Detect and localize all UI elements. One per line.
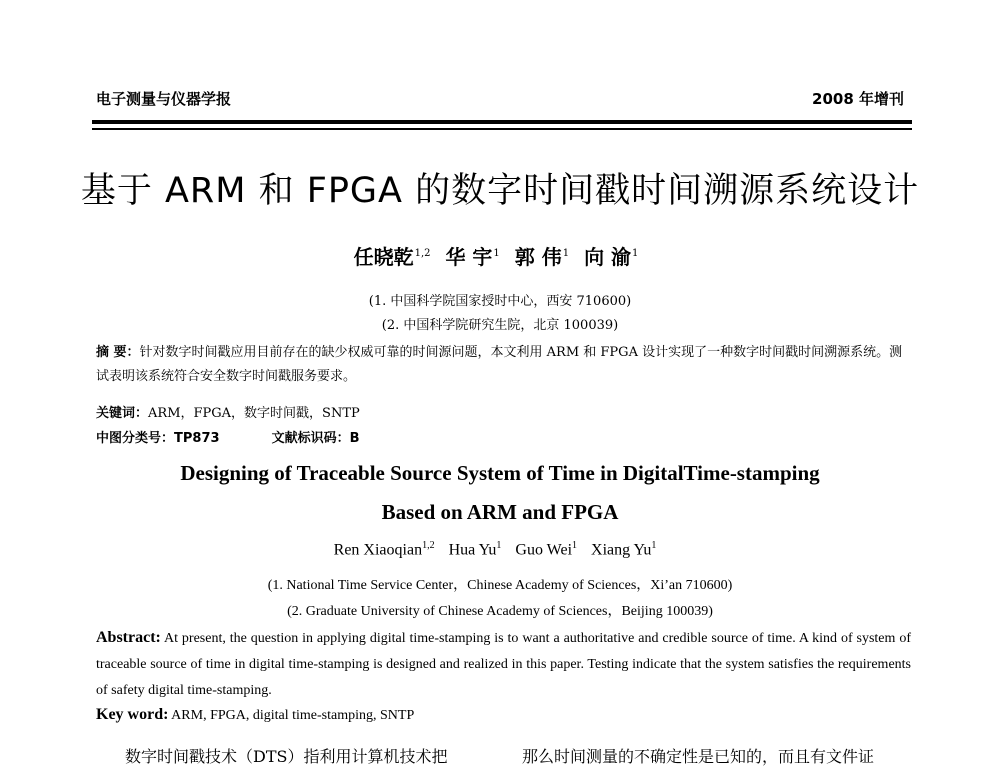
en-abstract-text: At present, the question in applying digital time-stamping is to want a authoritative and credible source of time. A kind of system of traceable source of time in digital time-stamping is designed and realized in this paper. Testing indicate that the system satisfies the requirements of safety digital time-stamping.: [96, 631, 911, 698]
en-keywords-label: Key word:: [96, 706, 169, 723]
cn-abstract-label: 摘 要：: [96, 345, 140, 360]
cn-author-affil: 1: [632, 248, 639, 260]
cn-affiliation-2: (2. 中国科学院研究生院，北京 100039): [381, 318, 619, 333]
cn-author: 华 宇: [445, 245, 493, 269]
en-author-affil: 1: [496, 540, 502, 551]
cn-classification: [96, 427, 911, 451]
header-rule-thick: [92, 120, 912, 124]
en-author: Ren Xiaoqian: [333, 541, 423, 559]
en-keywords-text: ARM, FPGA, digital time-stamping, SNTP: [171, 708, 415, 723]
en-title-line-2: Based on ARM and FPGA: [381, 500, 619, 524]
en-title-line-1: Designing of Traceable Source System of Time in DigitalTime-stamping: [180, 461, 820, 485]
cn-keywords: [96, 402, 911, 426]
en-author: Hua Yu: [448, 541, 497, 559]
body-text-left-column: 数字时间戳技术（DTS）指利用计算机技术把: [125, 747, 448, 766]
cn-author-affil: 1: [493, 248, 500, 260]
cn-keywords-text: ARM，FPGA，数字时间戳，SNTP: [148, 406, 360, 421]
cn-doc-label: 文献标识码：: [271, 431, 350, 446]
en-affiliation-1: (1. National Time Service Center，Chinese Academy of Sciences，Xi’an 710600): [267, 578, 733, 593]
cn-author-affil: 1: [562, 248, 570, 260]
cn-author: 任晓乾: [353, 245, 414, 269]
en-authors: [0, 540, 1000, 559]
en-author: Xiang Yu: [591, 541, 652, 559]
en-abstract-label: Abstract:: [96, 629, 161, 646]
cn-doc-value: B: [349, 431, 360, 446]
cn-abstract-text: 针对数字时间戳应用目前存在的缺少权威可靠的时间源问题，本文利用 ARM 和 FPGA 设计实现了一种数字时间戳时间溯源系统。测试表明该系统符合安全数字时间戳服务要求。: [96, 345, 903, 384]
cn-abstract: [96, 341, 911, 389]
en-keywords: [96, 706, 414, 724]
en-author-affil: 1: [651, 540, 657, 551]
en-author-affil: 1,2: [422, 540, 435, 551]
en-author: Guo Wei: [515, 541, 573, 559]
cn-authors: [0, 241, 1000, 270]
en-abstract: [96, 625, 911, 704]
header-rule-thin: [92, 128, 912, 130]
cn-class-value: TP873: [174, 431, 220, 446]
journal-name: 电子测量与仪器学报: [96, 90, 232, 108]
cn-title: 基于 ARM 和 FPGA 的数字时间戳时间溯源系统设计: [80, 171, 920, 211]
cn-author-affil: 1,2: [414, 248, 431, 260]
body-text-right-column: 那么时间测量的不确定性是已知的，而且有文件证: [522, 747, 875, 766]
journal-issue: 2008 年增刊: [812, 90, 904, 108]
cn-keywords-label: 关键词：: [96, 406, 149, 421]
cn-class-label: 中图分类号：: [96, 431, 175, 446]
en-affiliation-2: (2. Graduate University of Chinese Academy of Sciences，Beijing 100039): [287, 604, 713, 619]
cn-affiliation-1: (1. 中国科学院国家授时中心，西安 710600): [368, 294, 632, 309]
cn-author: 向 渝: [584, 245, 632, 269]
cn-author: 郭 伟: [514, 245, 562, 269]
en-author-affil: 1: [572, 540, 578, 551]
